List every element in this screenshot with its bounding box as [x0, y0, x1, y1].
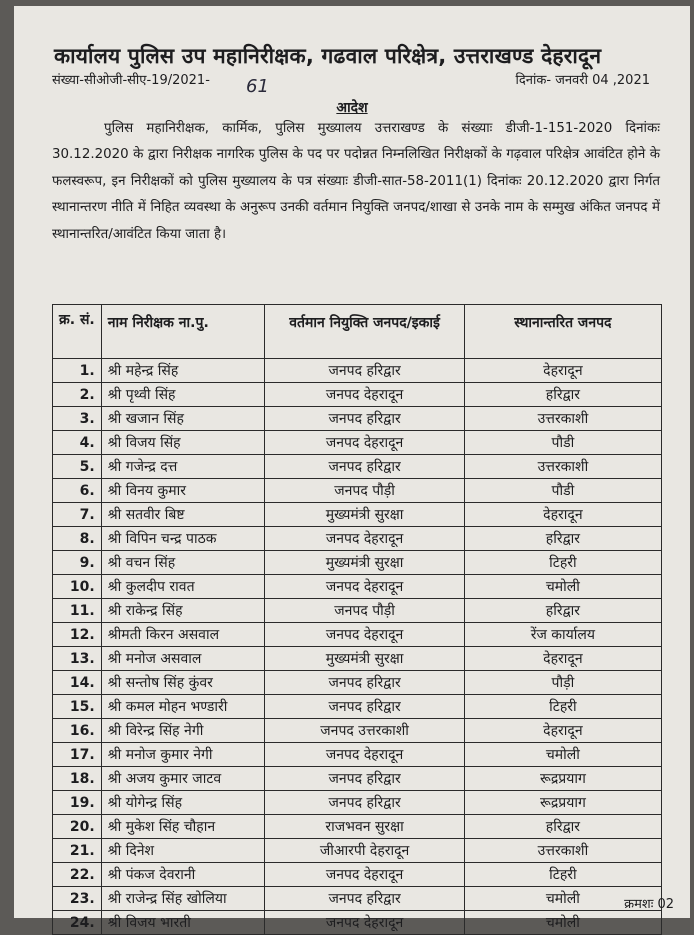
continuation-mark: क्रमशः 02 [624, 897, 674, 912]
table-row [53, 623, 662, 647]
table-row [53, 359, 662, 383]
serial-cell: 18. [53, 767, 102, 791]
name-cell: श्री महेन्द्र सिंह [101, 359, 265, 383]
serial-cell: 19. [53, 791, 102, 815]
serial-cell: 12. [53, 623, 102, 647]
transferred-to-cell: रूद्रप्रयाग [464, 791, 661, 815]
serial-cell: 21. [53, 839, 102, 863]
table-row [53, 599, 662, 623]
serial-cell: 7. [53, 503, 102, 527]
table-row [53, 527, 662, 551]
current-posting-cell: जनपद देहरादून [265, 575, 464, 599]
name-cell: श्री गजेन्द्र दत्त [101, 455, 265, 479]
table-body [53, 359, 662, 935]
transferred-to-cell: उत्तरकाशी [464, 839, 661, 863]
table-row [53, 383, 662, 407]
name-cell: श्री मनोज असवाल [101, 647, 265, 671]
current-posting-cell: जनपद पौड़ी [265, 599, 464, 623]
table-row [53, 575, 662, 599]
table-row [53, 815, 662, 839]
current-posting-cell: मुख्यमंत्री सुरक्षा [265, 551, 464, 575]
name-cell: श्री विजय सिंह [101, 431, 265, 455]
current-posting-cell: राजभवन सुरक्षा [265, 815, 464, 839]
transferred-to-cell: चमोली [464, 887, 661, 911]
reference-number: संख्या-सीओजी-सीए-19/2021- [52, 73, 210, 88]
transferred-to-cell: टिहरी [464, 863, 661, 887]
name-cell: श्री वचन सिंह [101, 551, 265, 575]
current-posting-cell: जनपद हरिद्वार [265, 407, 464, 431]
table-row [53, 455, 662, 479]
current-posting-cell: जनपद हरिद्वार [265, 767, 464, 791]
transferred-to-cell: चमोली [464, 575, 661, 599]
serial-cell: 4. [53, 431, 102, 455]
name-cell: श्री पंकज देवरानी [101, 863, 265, 887]
current-posting-cell: जनपद देहरादून [265, 431, 464, 455]
order-date: दिनांक- जनवरी 04 ,2021 [515, 73, 650, 88]
name-cell: श्री योगेन्द्र सिंह [101, 791, 265, 815]
name-cell: श्री मनोज कुमार नेगी [101, 743, 265, 767]
header-current-posting: वर्तमान नियुक्ति जनपद/इकाई [265, 305, 464, 359]
current-posting-cell: जनपद देहरादून [265, 863, 464, 887]
table-row [53, 431, 662, 455]
table-row [53, 719, 662, 743]
transferred-to-cell: देहरादून [464, 359, 661, 383]
name-cell: श्री राकेन्द्र सिंह [101, 599, 265, 623]
serial-cell: 11. [53, 599, 102, 623]
serial-cell: 22. [53, 863, 102, 887]
current-posting-cell: जनपद पौड़ी [265, 479, 464, 503]
table-header-row [53, 305, 662, 359]
serial-cell: 16. [53, 719, 102, 743]
transferred-to-cell: रेंज कार्यालय [464, 623, 661, 647]
current-posting-cell: जनपद हरिद्वार [265, 359, 464, 383]
serial-cell: 8. [53, 527, 102, 551]
current-posting-cell: जनपद देहरादून [265, 743, 464, 767]
table-row [53, 887, 662, 911]
order-paragraph: पुलिस महानिरीक्षक, कार्मिक, पुलिस मुख्यालय उत्तराखण्ड के संख्याः डीजी-1-151-2020 दिनांकः 30.12.2020 के द्वारा निरीक्षक नागरिक पुलिस के पद पर पदोन्नत निम्नलिखित निरीक्षकों के गढ़वाल परिक्षेत्र आवंटित होने के फलस्वरूप, इन निरीक्षकों को पुलिस मुख्यालय के पत्र संख्याः डीजी-सात-58-2011(1) दिनांकः 20.12.2020 द्वारा निर्गत स्थानान्तरण नीति में निहित व्यवस्था के अनुरूप उनकी वर्तमान नियुक्ति जनपद/शाखा से उनके नाम के सम्मुख अंकित जनपद में स्थानान्तरित/आवंटित किया जाता है। [52, 121, 660, 242]
handwritten-reference-number: 61 [246, 76, 269, 97]
table-row [53, 767, 662, 791]
table-row [53, 551, 662, 575]
name-cell: श्री खजान सिंह [101, 407, 265, 431]
current-posting-cell: जनपद उत्तरकाशी [265, 719, 464, 743]
transferred-to-cell: टिहरी [464, 551, 661, 575]
name-cell: श्री सन्तोष सिंह कुंवर [101, 671, 265, 695]
serial-cell: 3. [53, 407, 102, 431]
name-cell: श्री कुलदीप रावत [101, 575, 265, 599]
transferred-to-cell: देहरादून [464, 647, 661, 671]
current-posting-cell: जनपद हरिद्वार [265, 791, 464, 815]
transferred-to-cell: उत्तरकाशी [464, 407, 661, 431]
name-cell: श्री विनय कुमार [101, 479, 265, 503]
name-cell: श्री कमल मोहन भण्डारी [101, 695, 265, 719]
serial-cell: 24. [53, 911, 102, 935]
transferred-to-cell: पौडी [464, 431, 661, 455]
name-cell: श्री पृथ्वी सिंह [101, 383, 265, 407]
current-posting-cell: मुख्यमंत्री सुरक्षा [265, 503, 464, 527]
serial-cell: 17. [53, 743, 102, 767]
order-body [52, 116, 660, 248]
document-page [14, 6, 690, 931]
table-row [53, 695, 662, 719]
serial-cell: 10. [53, 575, 102, 599]
table-row [53, 839, 662, 863]
current-posting-cell: जनपद हरिद्वार [265, 455, 464, 479]
transferred-to-cell: हरिद्वार [464, 383, 661, 407]
current-posting-cell: मुख्यमंत्री सुरक्षा [265, 647, 464, 671]
header-serial: क्र. सं. [53, 305, 102, 359]
current-posting-cell: जनपद देहरादून [265, 911, 464, 935]
table-row [53, 671, 662, 695]
name-cell: श्री राजेन्द्र सिंह खोलिया [101, 887, 265, 911]
name-cell: श्री मुकेश सिंह चौहान [101, 815, 265, 839]
name-cell: श्री सतवीर बिष्ट [101, 503, 265, 527]
current-posting-cell: जनपद हरिद्वार [265, 671, 464, 695]
transferred-to-cell: टिहरी [464, 695, 661, 719]
name-cell: श्री विजय भारती [101, 911, 265, 935]
name-cell: श्री अजय कुमार जाटव [101, 767, 265, 791]
current-posting-cell: जनपद हरिद्वार [265, 695, 464, 719]
serial-cell: 6. [53, 479, 102, 503]
transferred-to-cell: उत्तरकाशी [464, 455, 661, 479]
name-cell: श्री दिनेश [101, 839, 265, 863]
transferred-to-cell: पौड़ी [464, 671, 661, 695]
serial-cell: 9. [53, 551, 102, 575]
transferred-to-cell: देहरादून [464, 503, 661, 527]
serial-cell: 5. [53, 455, 102, 479]
current-posting-cell: जनपद हरिद्वार [265, 887, 464, 911]
transferred-to-cell: हरिद्वार [464, 815, 661, 839]
current-posting-cell: जनपद देहरादून [265, 527, 464, 551]
header-name: नाम निरीक्षक ना.पु. [101, 305, 265, 359]
current-posting-cell: जनपद देहरादून [265, 383, 464, 407]
serial-cell: 1. [53, 359, 102, 383]
transferred-to-cell: चमोली [464, 743, 661, 767]
transferred-to-cell: पौडी [464, 479, 661, 503]
current-posting-cell: जनपद देहरादून [265, 623, 464, 647]
order-heading: आदेश [336, 100, 368, 116]
serial-cell: 13. [53, 647, 102, 671]
serial-cell: 2. [53, 383, 102, 407]
transferred-to-cell: चमोली [464, 911, 661, 935]
header-transferred-to: स्थानान्तरित जनपद [464, 305, 661, 359]
office-title: कार्यालय पुलिस उप महानिरीक्षक, गढवाल परिक्षेत्र, उत्तराखण्ड देहरादून [54, 44, 602, 68]
table-row [53, 743, 662, 767]
transferred-to-cell: देहरादून [464, 719, 661, 743]
serial-cell: 15. [53, 695, 102, 719]
table-row [53, 647, 662, 671]
transferred-to-cell: रूद्रप्रयाग [464, 767, 661, 791]
current-posting-cell: जीआरपी देहरादून [265, 839, 464, 863]
table-row [53, 863, 662, 887]
name-cell: श्री विपिन चन्द्र पाठक [101, 527, 265, 551]
serial-cell: 14. [53, 671, 102, 695]
table-row [53, 791, 662, 815]
transferred-to-cell: हरिद्वार [464, 527, 661, 551]
transferred-to-cell: हरिद्वार [464, 599, 661, 623]
table-row [53, 407, 662, 431]
table-row [53, 503, 662, 527]
table-row [53, 479, 662, 503]
name-cell: श्री विरेन्द्र सिंह नेगी [101, 719, 265, 743]
name-cell: श्रीमती किरन असवाल [101, 623, 265, 647]
table-row [53, 911, 662, 935]
transfer-table [52, 304, 662, 935]
serial-cell: 23. [53, 887, 102, 911]
serial-cell: 20. [53, 815, 102, 839]
